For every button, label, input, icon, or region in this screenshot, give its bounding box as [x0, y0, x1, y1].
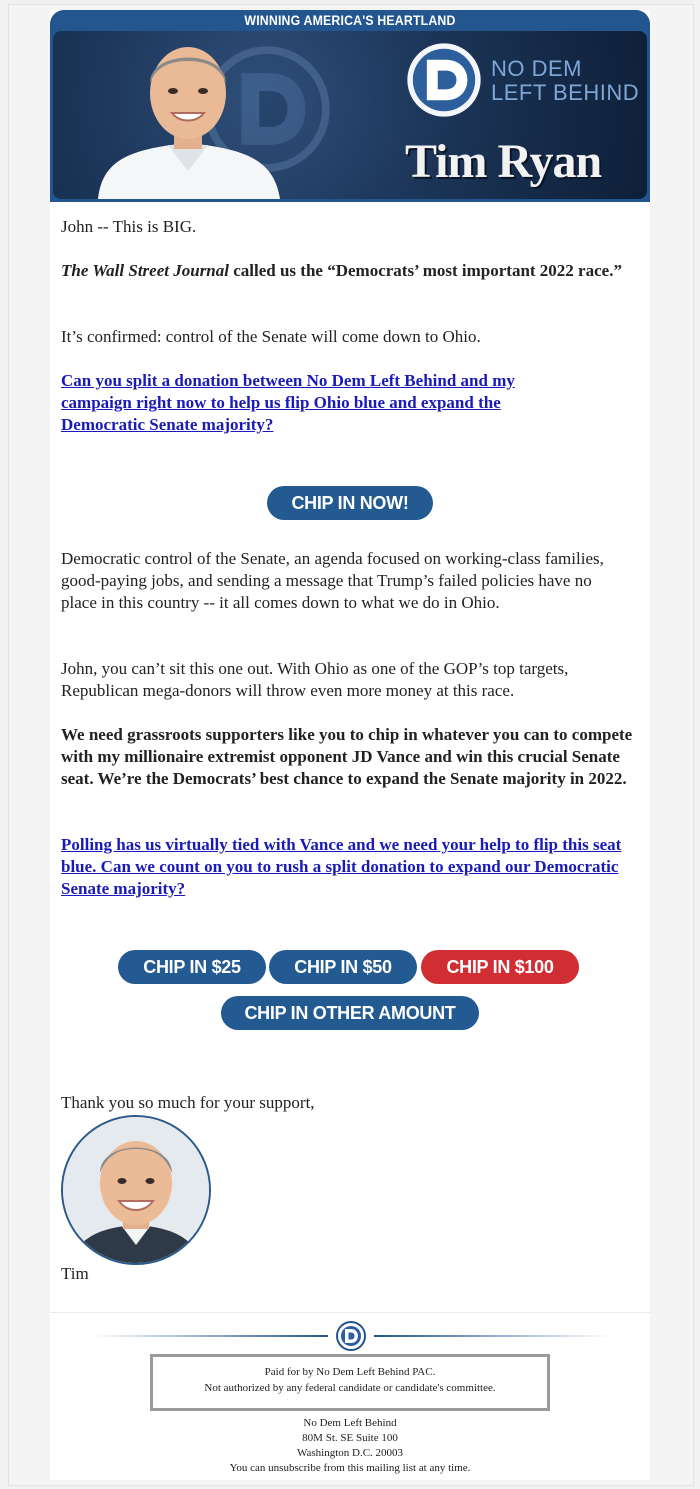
org-name	[491, 57, 639, 105]
unsubscribe-text[interactable]: You can unsubscribe from this mailing list at any time.	[229, 1462, 471, 1474]
grassroots-paragraph: We need grassroots supporters like you to chip in whatever you can to compete with my millionaire extremist opponent JD Vance and win this crucial Senate seat. We’re the Democrats’ best chance to expand the Senate majority in 2022.	[61, 725, 633, 788]
org-name-line2: LEFT BEHIND	[491, 80, 640, 105]
split-donation-link-2[interactable]: Polling has us virtually tied with Vance and we need your help to flip this seat blue. Can we count on you to rush a split donation to expand our Democratic Senate majority?	[61, 835, 622, 898]
footer-street: 80M St. SE Suite 100	[302, 1432, 398, 1444]
confirmed-paragraph: It’s confirmed: control of the Senate will come down to Ohio.	[61, 327, 481, 346]
wsj-title: The Wall Street Journal	[61, 261, 229, 280]
greeting: John -- This is BIG.	[61, 217, 197, 236]
footer-address	[50, 1416, 650, 1476]
chip-in-now-button[interactable]: CHIP IN NOW!	[267, 486, 433, 520]
chip-in-other-amount-button[interactable]: CHIP IN OTHER AMOUNT	[221, 996, 479, 1030]
chip-in-25-button[interactable]: CHIP IN $25	[118, 950, 266, 984]
footer-org: No Dem Left Behind	[303, 1417, 397, 1429]
footer-separator	[50, 1312, 650, 1313]
header-tagline: WINNING AMERICA'S HEARTLAND	[244, 12, 456, 28]
candidate-name: Tim Ryan	[405, 135, 602, 188]
banner-image	[53, 31, 647, 199]
candidate-headshot	[63, 1117, 209, 1263]
candidate-photo	[68, 31, 308, 199]
footer-city: Washington D.C. 20003	[296, 1447, 404, 1459]
divider-right	[374, 1335, 610, 1337]
footer-logo-icon	[336, 1321, 366, 1351]
wsj-paragraph	[61, 260, 639, 282]
not-authorized-text: Not authorized by any federal candidate or candidate's committee.	[204, 1382, 496, 1394]
paid-for-text: Paid for by No Dem Left Behind PAC.	[264, 1366, 436, 1378]
chip-in-50-button[interactable]: CHIP IN $50	[269, 950, 417, 984]
email-body	[50, 10, 650, 1480]
avatar	[61, 1115, 211, 1265]
org-name-line1: NO DEM	[491, 56, 582, 81]
header-banner	[50, 10, 650, 202]
disclaimer-box	[150, 1354, 550, 1411]
thanks-line: Thank you so much for your support,	[61, 1093, 315, 1112]
senate-control-paragraph: Democratic control of the Senate, an agenda focused on working-class families, good-paying jobs, and sending a message that Trump’s failed policies have no place in this country -- it all comes down to what we do in Ohio.	[61, 549, 604, 612]
divider-left	[92, 1335, 328, 1337]
split-donation-link-1[interactable]: Can you split a donation between No Dem Left Behind and my campaign right now to help us flip Ohio blue and expand the Democratic Senate majority?	[61, 371, 515, 434]
wsj-quote: called us the “Democrats’ most important 2022 race.”	[228, 261, 622, 280]
no-dem-logo-icon	[405, 41, 483, 119]
chip-in-100-button[interactable]: CHIP IN $100	[421, 950, 579, 984]
signature: Tim	[61, 1264, 89, 1283]
sit-out-paragraph: John, you can’t sit this one out. With Ohio as one of the GOP’s top targets, Republican mega-donors will throw even more money at this race.	[61, 659, 569, 700]
